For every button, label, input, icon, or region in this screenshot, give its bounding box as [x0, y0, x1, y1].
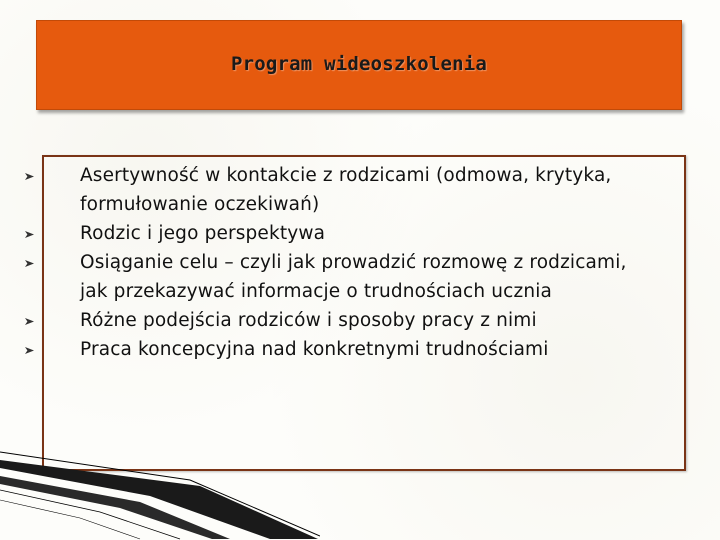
bullet-text: Asertywność w kontakcie z rodzicami (odmowa, krytyka, formułowanie oczekiwań)	[80, 165, 612, 215]
bullet-item	[0, 335, 700, 364]
bullet-item	[0, 306, 700, 335]
bullet-list	[0, 161, 700, 364]
arrow-bullet-icon	[25, 318, 34, 325]
decorative-swoosh-lines	[0, 446, 320, 540]
bullet-text: Różne podejścia rodziców i sposoby pracy z nimi	[80, 310, 537, 331]
slide-title: Program wideoszkolenia	[230, 53, 488, 75]
bullet-item	[0, 248, 700, 306]
bullet-text: Rodzic i jego perspektywa	[80, 223, 326, 244]
bullet-text: Praca koncepcyjna nad konkretnymi trudnościami	[80, 339, 549, 360]
arrow-bullet-icon	[25, 347, 34, 354]
title-box	[36, 20, 682, 110]
arrow-bullet-icon	[25, 173, 34, 180]
bullet-item	[0, 161, 700, 219]
bullet-text: Osiąganie celu – czyli jak prowadzić rozmowę z rodzicami, jak przekazywać informacje o trudnościach ucznia	[80, 252, 627, 302]
bullet-item	[0, 219, 700, 248]
arrow-bullet-icon	[25, 260, 34, 267]
arrow-bullet-icon	[25, 231, 34, 238]
